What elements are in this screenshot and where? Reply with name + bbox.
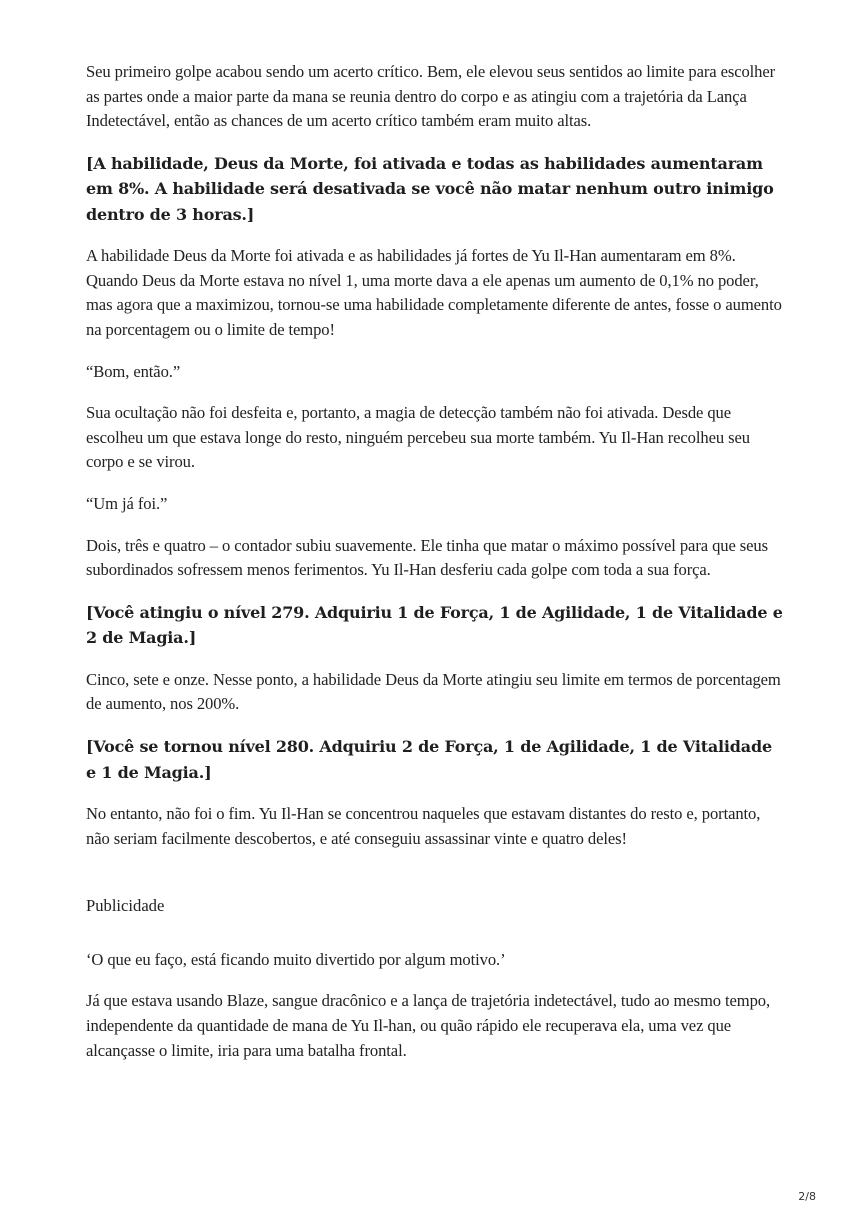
system-message-level-280: [Você se tornou nível 280. Adquiriu 2 de Força, 1 de Agilidade, 1 de Vitalidade e 1 de Magia.] [86,737,772,782]
paragraph-frontal-battle: Já que estava usando Blaze, sangue dracônico e a lança de trajetória indetectável, tudo ao mesmo tempo, independente da quantidade de mana de Yu Il-han, ou quão rápido ele recuperava ela, uma vez que alcançasse o limite, iria para uma batalha frontal. [86,991,771,1060]
page-number: 2/8 [798,1190,816,1203]
document-page [86,60,786,1080]
paragraph-concealment: Sua ocultação não foi desfeita e, portanto, a magia de detecção também não foi ativada. Desde que escolheu um que estava longe do resto, ninguém percebeu sua morte também. Yu Il-Han recolheu seu corpo e se virou. [86,403,750,472]
advertisement-label: Publicidade [86,896,165,916]
system-message-level-279: [Você atingiu o nível 279. Adquiriu 1 de Força, 1 de Agilidade, 1 de Vitalidade e 2 de Magia.] [86,602,783,648]
paragraph-skill-activated: A habilidade Deus da Morte foi ativada e as habilidades já fortes de Yu Il-Han aumentaram em 8%. Quando Deus da Morte estava no nível 1, uma morte dava a ele apenas um aumento de 0,1% no poder, mas agora que a maximizou, tornou-se uma habilidade completamente diferente de antes, fosse o aumento na porcentagem ou o limite de tempo! [86,246,782,340]
paragraph-assassination: No entanto, não foi o fim. Yu Il-Han se concentrou naqueles que estavam distantes do resto e, portanto, não seriam facilmente descobertos, e até conseguiu assassinar vinte e quatro deles! [86,804,761,848]
paragraph-critical-hit: Seu primeiro golpe acabou sendo um acerto crítico. Bem, ele elevou seus sentidos ao limite para escolher as partes onde a maior parte da mana se reunia dentro do corpo e as atingiu com a trajetória da Lança Indetectável, então as chances de um acerto crítico também eram muito altas. [86,62,776,131]
dialogue-um-ja-foi: “Um já foi.” [86,494,168,514]
paragraph-limit-reached: Cinco, sete e onze. Nesse ponto, a habilidade Deus da Morte atingiu seu limite em termos de porcentagem de aumento, nos 200%. [86,669,781,714]
dialogue-bom-entao: “Bom, então.” [86,361,181,381]
thought-quote: ‘O que eu faço, está ficando muito divertido por algum motivo.’ [86,949,506,969]
system-message-death-god: [A habilidade, Deus da Morte, foi ativada e todas as habilidades aumentaram em 8%. A habilidade será desativada se você não matar nenhum outro inimigo dentro de 3 horas.] [86,153,774,224]
paragraph-counter: Dois, três e quatro – o contador subiu suavemente. Ele tinha que matar o máximo possível para que seus subordinados sofressem menos ferimentos. Yu Il-Han desferiu cada golpe com toda a sua força. [86,535,768,580]
